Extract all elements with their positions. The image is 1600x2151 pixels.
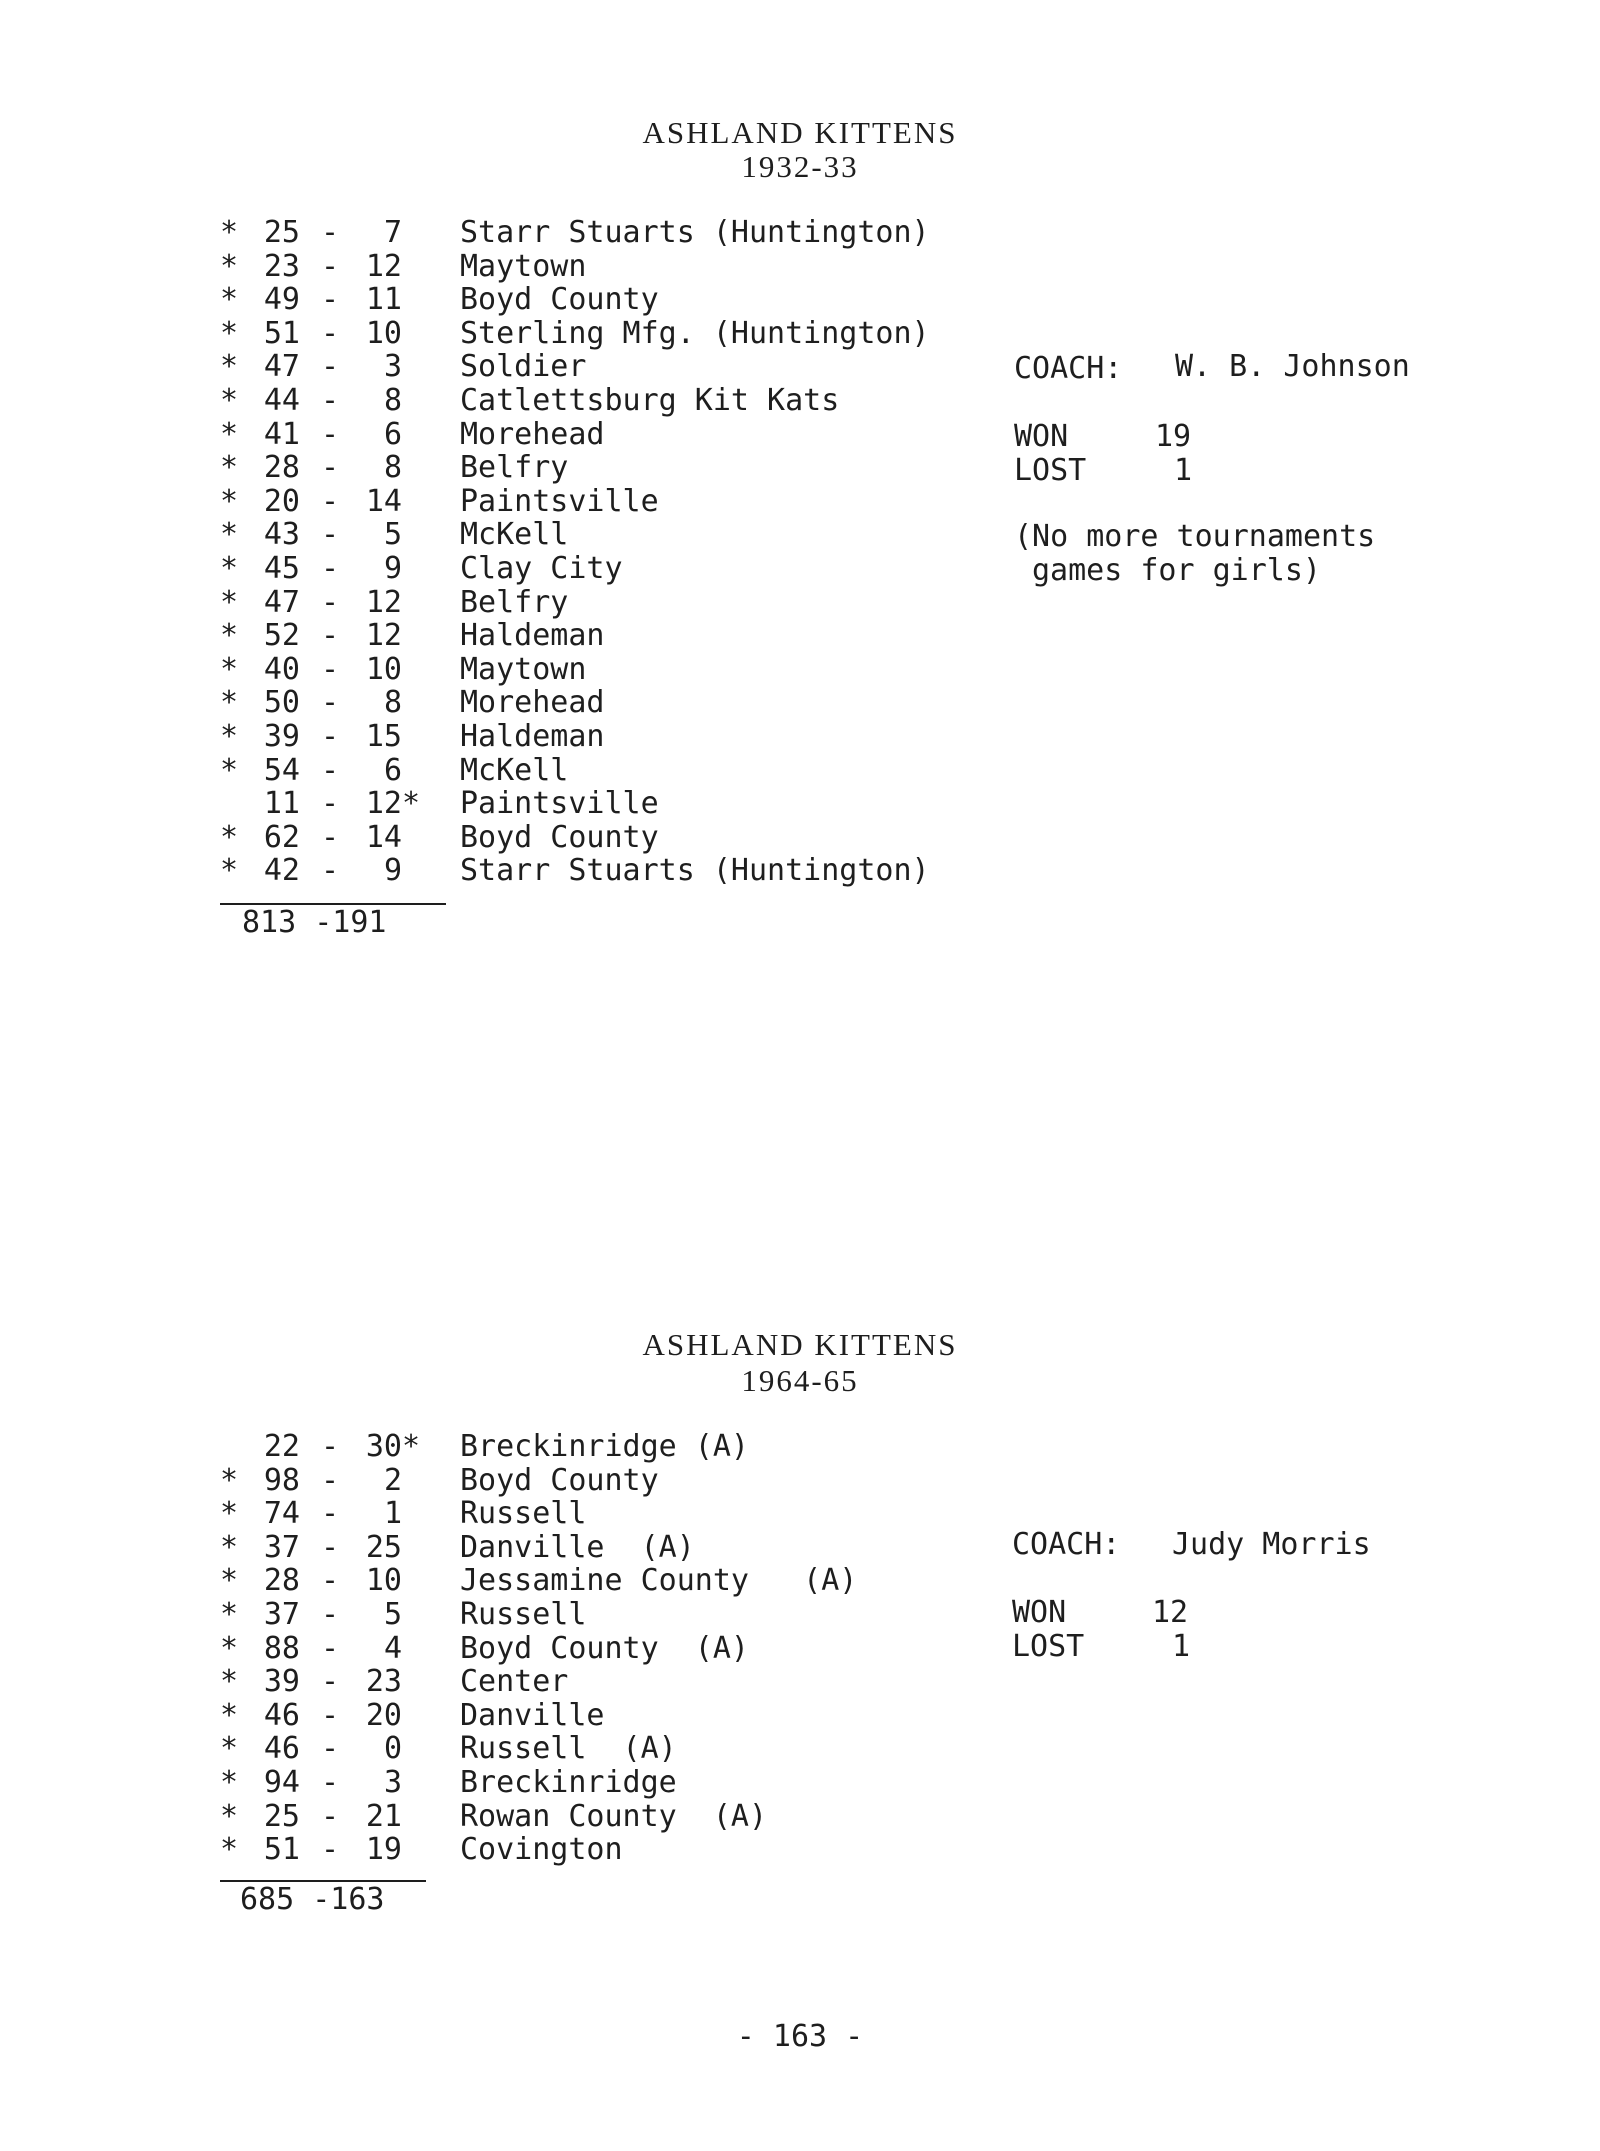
opponent-score: 5 (383, 1597, 402, 1632)
opponent-name: Covington (460, 1832, 623, 1868)
won-value: 12 (1152, 1595, 1189, 1630)
win-marker: * (220, 1832, 239, 1868)
opponent-name: Starr Stuarts (Huntington) (460, 853, 930, 889)
season-total: 813 -191 (242, 905, 387, 940)
score-dash: - (320, 383, 340, 418)
opponent-name: Russell (A) (460, 1731, 677, 1767)
opponent-score: 8 (383, 383, 402, 418)
win-marker: * (220, 1462, 239, 1498)
ashland-score: 54 (263, 752, 300, 788)
season-total: 685 -163 (240, 1882, 385, 1917)
win-marker: * (220, 517, 239, 553)
opponent-score: 7 (383, 215, 402, 250)
opponent-name: Clay City (460, 551, 623, 586)
score-dash: - (320, 819, 340, 855)
score-dash: - (320, 1563, 340, 1599)
opponent-score: 25 (365, 1529, 402, 1565)
lost-value: 1 (1172, 1629, 1191, 1664)
opponent-name: McKell (460, 752, 569, 788)
ashland-score: 62 (263, 819, 300, 855)
score-dash: - (320, 1529, 340, 1565)
lost-value: 1 (1174, 453, 1193, 488)
opponent-score: 6 (383, 752, 402, 788)
opponent-score: 11 (365, 282, 402, 318)
win-marker: * (220, 1765, 239, 1800)
opponent-name: Maytown (460, 651, 587, 687)
opponent-score: 12 (365, 618, 402, 654)
ashland-score: 28 (263, 450, 300, 486)
ashland-score: 46 (263, 1731, 300, 1767)
score-dash: - (320, 1832, 340, 1868)
lost-label: LOST (1014, 453, 1087, 488)
win-marker: * (220, 383, 239, 418)
ashland-score: 44 (263, 383, 300, 418)
ashland-score: 39 (263, 1664, 300, 1700)
win-marker: * (220, 1529, 239, 1565)
ashland-score: 41 (263, 416, 300, 452)
opponent-score: 3 (383, 1765, 402, 1800)
score-dash: - (320, 1462, 340, 1498)
ashland-score: 47 (263, 584, 300, 620)
ashland-score: 74 (263, 1496, 300, 1532)
opponent-score: 10 (365, 1563, 402, 1599)
opponent-score: 5 (383, 517, 402, 553)
score-dash: - (320, 685, 340, 721)
score-dash: - (320, 651, 340, 687)
opponent-name: Belfry (460, 450, 569, 486)
ashland-score: 37 (263, 1529, 300, 1565)
opponent-name: McKell (460, 517, 569, 553)
section-title: ASHLAND KITTENS (642, 1327, 958, 1362)
opponent-name: Breckinridge (A) (460, 1429, 749, 1464)
ashland-score: 28 (263, 1563, 300, 1599)
win-marker: * (220, 618, 239, 654)
opponent-score: 12 (365, 584, 402, 620)
note-line-1: (No more tournaments (1014, 519, 1376, 554)
opponent-name: Morehead (460, 685, 605, 721)
ashland-score: 46 (263, 1697, 300, 1733)
win-marker: * (220, 450, 239, 486)
ashland-score: 25 (263, 1798, 300, 1834)
score-dash: - (320, 483, 340, 519)
win-marker: * (220, 1664, 239, 1700)
ashland-score: 39 (263, 719, 300, 754)
opponent-score: 1 (383, 1496, 402, 1532)
score-dash: - (320, 584, 340, 620)
opponent-name: Morehead (460, 416, 605, 452)
win-marker: * (220, 1597, 239, 1632)
opponent-score: 9 (383, 853, 402, 889)
ashland-score: 22 (263, 1429, 300, 1464)
ashland-score: 11 (263, 786, 300, 822)
page-number: - 163 - (736, 2019, 864, 2054)
score-dash: - (320, 1630, 340, 1666)
win-marker: * (220, 584, 239, 620)
ashland-score: 51 (263, 315, 300, 351)
win-marker: * (220, 853, 239, 889)
opponent-name: Russell (460, 1597, 587, 1632)
opponent-score: 0 (383, 1731, 402, 1767)
score-dash: - (320, 1496, 340, 1532)
opponent-name: Russell (460, 1496, 587, 1532)
ashland-score: 42 (263, 853, 300, 889)
score-dash: - (320, 752, 340, 788)
opponent-name: Boyd County (460, 1462, 659, 1498)
ashland-score: 52 (263, 618, 300, 654)
opponent-score: 9 (383, 551, 402, 586)
win-marker: * (220, 416, 239, 452)
score-dash: - (320, 1429, 340, 1464)
score-dash: - (320, 786, 340, 822)
opponent-score: 20 (365, 1697, 402, 1733)
won-value: 19 (1155, 419, 1192, 454)
ashland-score: 45 (263, 551, 300, 586)
opponent-score: 8 (383, 450, 402, 486)
ashland-score: 23 (263, 248, 300, 284)
opponent-name: Soldier (460, 349, 587, 385)
score-dash: - (320, 282, 340, 318)
ashland-score: 40 (263, 651, 300, 687)
ashland-score: 20 (263, 483, 300, 519)
win-marker: * (220, 1563, 239, 1599)
score-dash: - (320, 1765, 340, 1800)
opponent-name: Boyd County (460, 819, 659, 855)
ashland-score: 50 (263, 685, 300, 721)
won-label: WON (1012, 1595, 1067, 1630)
opponent-name: Sterling Mfg. (Huntington) (460, 315, 930, 351)
coach-label: COACH: (1014, 351, 1123, 386)
opponent-score: 2 (383, 1462, 402, 1498)
ashland-score: 94 (263, 1765, 300, 1800)
win-marker: * (220, 1798, 239, 1834)
opponent-name: Rowan County (A) (460, 1798, 768, 1834)
opponent-score: 10 (365, 651, 402, 687)
opponent-name: Danville (460, 1697, 605, 1733)
score-dash: - (320, 618, 340, 654)
score-dash: - (320, 1798, 340, 1834)
opponent-name: Boyd County (460, 282, 659, 318)
score-dash: - (320, 1731, 340, 1767)
ashland-score: 37 (263, 1597, 300, 1632)
score-dash: - (320, 517, 340, 553)
opponent-score: 12 (365, 248, 402, 284)
opponent-name: Belfry (460, 584, 569, 620)
score-dash: - (320, 416, 340, 452)
ashland-score: 47 (263, 349, 300, 385)
score-dash: - (320, 215, 340, 250)
opponent-name: Haldeman (460, 719, 605, 754)
opponent-win-marker: * (402, 786, 421, 822)
opponent-name: Haldeman (460, 618, 605, 654)
opponent-score: 12 (365, 786, 402, 822)
score-dash: - (320, 1664, 340, 1700)
coach-name: Judy Morris (1172, 1527, 1371, 1562)
coach-name: W. B. Johnson (1175, 349, 1410, 384)
opponent-name: Danville (A) (460, 1529, 695, 1565)
opponent-score: 14 (365, 819, 402, 855)
score-dash: - (320, 719, 340, 754)
opponent-name: Center (460, 1664, 569, 1700)
win-marker: * (220, 483, 239, 519)
opponent-name: Boyd County (A) (460, 1630, 749, 1666)
score-dash: - (320, 248, 340, 284)
win-marker: * (220, 315, 239, 351)
win-marker: * (220, 719, 239, 754)
score-dash: - (320, 349, 340, 385)
section-season: 1932-33 (741, 149, 859, 184)
opponent-score: 23 (365, 1664, 402, 1700)
opponent-score: 6 (383, 416, 402, 452)
opponent-score: 4 (383, 1630, 402, 1666)
win-marker: * (220, 819, 239, 855)
opponent-score: 10 (365, 315, 402, 351)
ashland-score: 88 (263, 1630, 300, 1666)
score-dash: - (320, 1597, 340, 1632)
opponent-win-marker: * (402, 1429, 421, 1464)
score-dash: - (320, 1697, 340, 1733)
score-dash: - (320, 315, 340, 351)
opponent-score: 14 (365, 483, 402, 519)
opponent-score: 30 (365, 1429, 402, 1464)
ashland-score: 98 (263, 1462, 300, 1498)
opponent-score: 3 (383, 349, 402, 385)
opponent-name: Jessamine County (A) (460, 1563, 858, 1599)
section-title: ASHLAND KITTENS (642, 115, 958, 150)
win-marker: * (220, 282, 239, 318)
score-dash: - (320, 853, 340, 889)
win-marker: * (220, 1697, 239, 1733)
opponent-score: 19 (365, 1832, 402, 1868)
opponent-name: Starr Stuarts (Huntington) (460, 215, 930, 250)
win-marker: * (220, 349, 239, 385)
win-marker: * (220, 1496, 239, 1532)
note-line-2: games for girls) (1032, 553, 1321, 588)
section-season: 1964-65 (741, 1363, 859, 1398)
opponent-score: 21 (365, 1798, 402, 1834)
opponent-name: Catlettsburg Kit Kats (460, 383, 840, 418)
win-marker: * (220, 651, 239, 687)
coach-label: COACH: (1012, 1527, 1121, 1562)
won-label: WON (1014, 419, 1069, 454)
win-marker: * (220, 1731, 239, 1767)
win-marker: * (220, 215, 239, 250)
opponent-name: Breckinridge (460, 1765, 677, 1800)
score-dash: - (320, 450, 340, 486)
opponent-name: Paintsville (460, 786, 659, 822)
opponent-name: Maytown (460, 248, 587, 284)
win-marker: * (220, 1630, 239, 1666)
ashland-score: 51 (263, 1832, 300, 1868)
win-marker: * (220, 551, 239, 586)
ashland-score: 43 (263, 517, 300, 553)
opponent-name: Paintsville (460, 483, 659, 519)
opponent-score: 15 (365, 719, 402, 754)
opponent-score: 8 (383, 685, 402, 721)
lost-label: LOST (1012, 1629, 1085, 1664)
win-marker: * (220, 685, 239, 721)
ashland-score: 49 (263, 282, 300, 318)
win-marker: * (220, 248, 239, 284)
ashland-score: 25 (263, 215, 300, 250)
win-marker: * (220, 752, 239, 788)
score-dash: - (320, 551, 340, 586)
